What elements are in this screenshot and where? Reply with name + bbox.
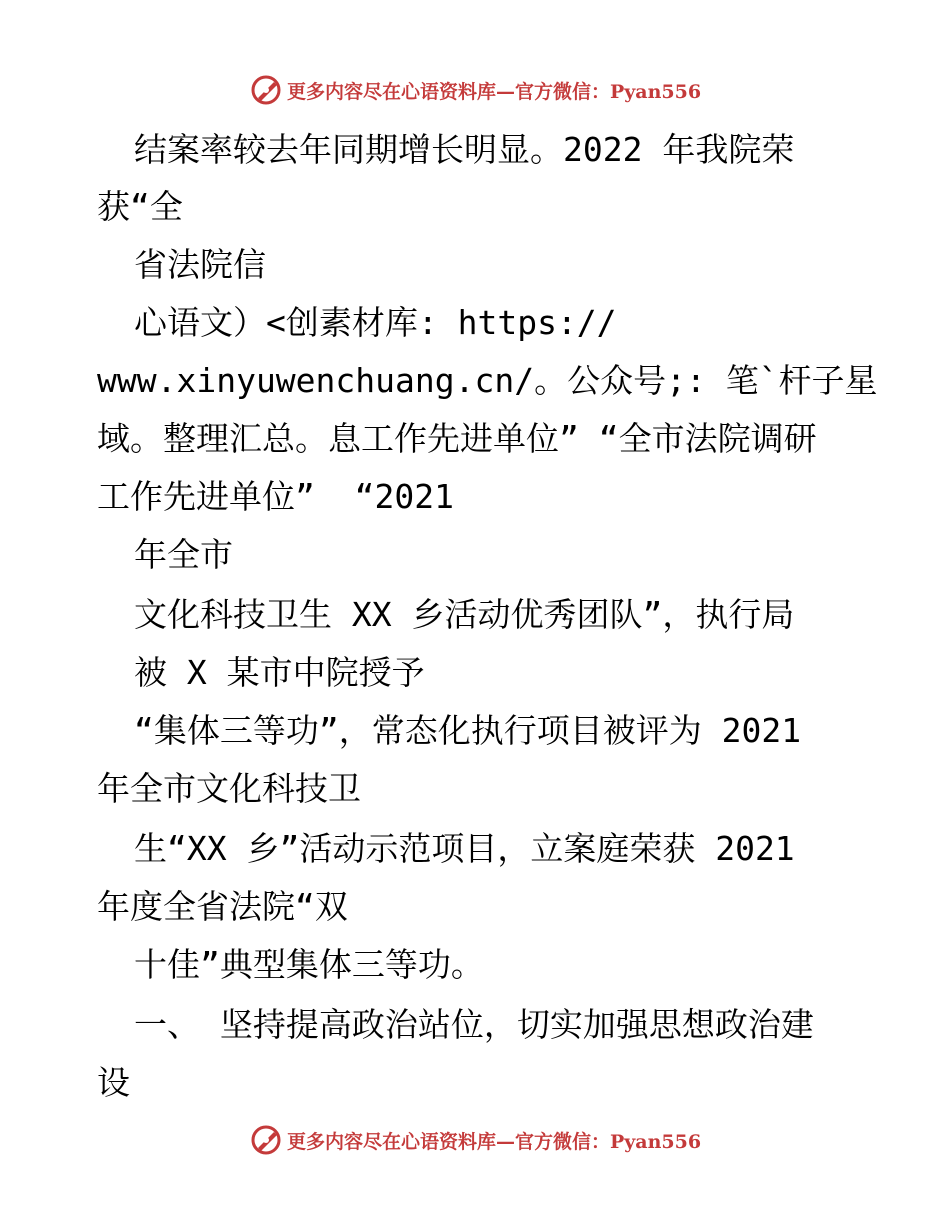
text-line: www.xinyuwenchuang.cn/。公众号;: 笔`杆子星 bbox=[97, 361, 878, 400]
text-line: 获“全 bbox=[97, 187, 183, 226]
text-line: 被 X 某市中院授予 bbox=[134, 653, 425, 692]
watermark-banner-top bbox=[0, 70, 950, 110]
watermark-banner-bottom bbox=[0, 1120, 950, 1160]
text-line: 年全市文化科技卫 bbox=[97, 769, 361, 808]
text-line: 生“XX 乡”活动示范项目，立案庭荣获 2021 bbox=[134, 829, 795, 868]
text-line: 年全市 bbox=[134, 535, 233, 574]
text-line: 结案率较去年同期增长明显。2022 年我院荣 bbox=[134, 130, 795, 169]
text-line: 设 bbox=[97, 1063, 130, 1102]
section-heading: 一、 坚持提高政治站位，切实加强思想政治建 bbox=[134, 1005, 814, 1044]
pen-logo-icon bbox=[249, 1123, 283, 1157]
text-line: 工作先进单位” “2021 bbox=[97, 477, 454, 516]
text-line: “集体三等功”，常态化执行项目被评为 2021 bbox=[134, 711, 802, 750]
text-line: 年度全省法院“双 bbox=[97, 887, 348, 926]
watermark-text: 更多内容尽在心语资料库—官方微信：Pyan556 bbox=[286, 1130, 702, 1153]
text-line: 文化科技卫生 XX 乡活动优秀团队”，执行局 bbox=[134, 595, 795, 634]
text-line: 域。整理汇总。息工作先进单位” “全市法院调研 bbox=[97, 419, 817, 458]
text-line: 省法院信 bbox=[134, 245, 266, 284]
watermark-text: 更多内容尽在心语资料库—官方微信：Pyan556 bbox=[286, 80, 702, 103]
pen-logo-icon bbox=[249, 73, 283, 107]
text-line: 心语文）<创素材库: https:// bbox=[134, 303, 617, 342]
text-line: 十佳”典型集体三等功。 bbox=[134, 945, 484, 984]
